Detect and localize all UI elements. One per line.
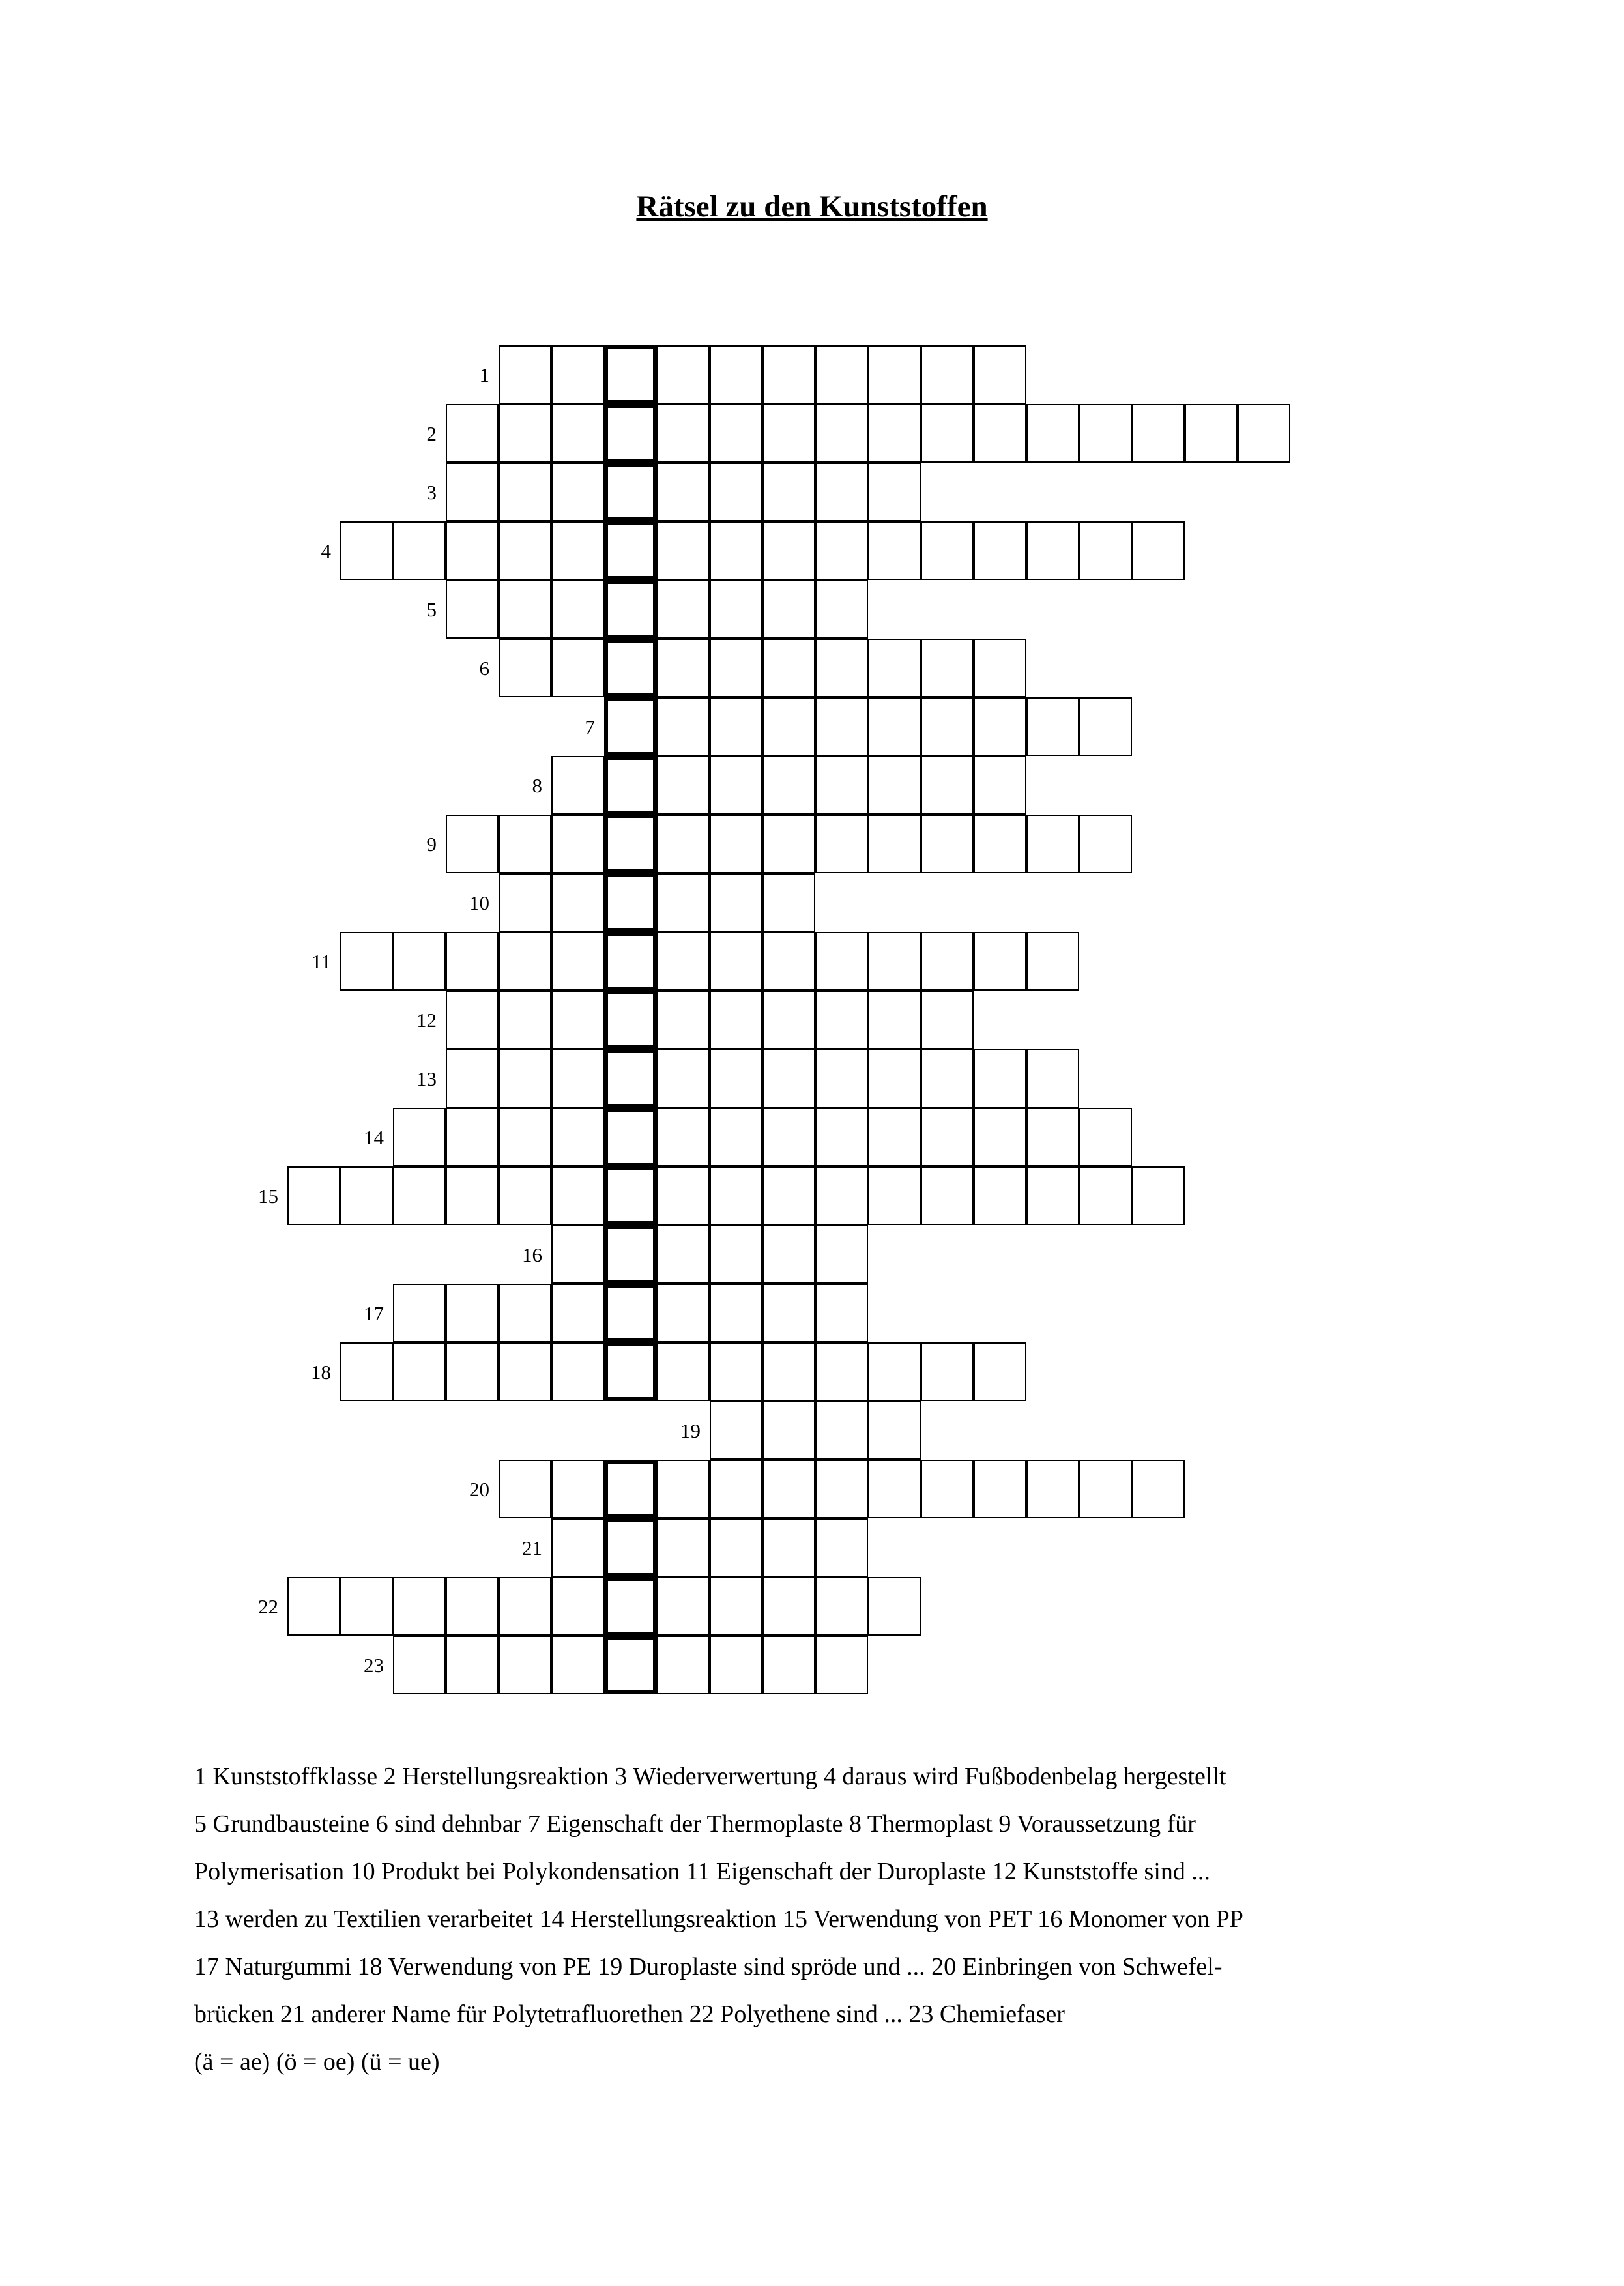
row-number: 4 (321, 540, 331, 562)
crossword-cell[interactable] (974, 639, 1026, 697)
row-number: 2 (426, 422, 437, 445)
crossword-cell[interactable] (1026, 404, 1079, 463)
row-number: 9 (426, 833, 437, 856)
crossword-cell[interactable] (1079, 1166, 1132, 1225)
solution-cell[interactable] (604, 1577, 657, 1636)
crossword-cell[interactable] (1079, 815, 1132, 873)
crossword-cell[interactable] (868, 815, 921, 873)
crossword-cell[interactable] (551, 1577, 604, 1636)
crossword-cell[interactable] (710, 697, 762, 756)
crossword-cell[interactable] (974, 1342, 1026, 1401)
crossword-cell[interactable] (551, 1342, 604, 1401)
crossword-cell[interactable] (1026, 1049, 1079, 1108)
row-number: 5 (426, 598, 437, 621)
crossword-cell[interactable] (974, 345, 1026, 404)
crossword-cell[interactable] (762, 1049, 815, 1108)
crossword-cell[interactable] (868, 1049, 921, 1108)
crossword-cell[interactable] (1132, 521, 1185, 580)
crossword-cell[interactable] (710, 580, 762, 639)
crossword-cell[interactable] (499, 1636, 551, 1694)
crossword-cell[interactable] (446, 404, 499, 463)
crossword-cell[interactable] (921, 521, 974, 580)
crossword-cell[interactable] (499, 1460, 551, 1518)
crossword-cell[interactable] (393, 1636, 446, 1694)
solution-cell[interactable] (604, 1225, 657, 1284)
crossword-cell[interactable] (868, 932, 921, 991)
crossword-cell[interactable] (762, 463, 815, 521)
crossword-cell[interactable] (868, 521, 921, 580)
crossword-cell[interactable] (393, 1577, 446, 1636)
crossword-cell[interactable] (710, 756, 762, 815)
solution-cell[interactable] (604, 639, 657, 697)
crossword-cell[interactable] (815, 1636, 868, 1694)
crossword-cell[interactable] (1079, 1460, 1132, 1518)
crossword-cell[interactable] (974, 756, 1026, 815)
crossword-cell[interactable] (551, 1166, 604, 1225)
crossword-cell[interactable] (657, 1518, 710, 1577)
crossword-cell[interactable] (340, 1166, 393, 1225)
solution-cell[interactable] (604, 580, 657, 639)
crossword-cell[interactable] (868, 697, 921, 756)
clue-line: Polymerisation 10 Produkt bei Polykondensation 11 Eigenschaft der Duroplaste 12 Kunststoffe sind ... (194, 1858, 1210, 1885)
crossword-cell[interactable] (499, 521, 551, 580)
crossword-cell[interactable] (815, 1284, 868, 1342)
crossword-cell[interactable] (499, 404, 551, 463)
solution-cell[interactable] (604, 1166, 657, 1225)
crossword-cell[interactable] (446, 1049, 499, 1108)
crossword-cell[interactable] (1026, 521, 1079, 580)
crossword-cell[interactable] (762, 1518, 815, 1577)
crossword-cell[interactable] (499, 815, 551, 873)
crossword-cell[interactable] (921, 404, 974, 463)
crossword-cell[interactable] (657, 1577, 710, 1636)
crossword-cell[interactable] (815, 580, 868, 639)
crossword-cell[interactable] (1185, 404, 1238, 463)
crossword-cell[interactable] (657, 932, 710, 991)
crossword-cell[interactable] (815, 404, 868, 463)
crossword-cell[interactable] (551, 521, 604, 580)
crossword-cell[interactable] (393, 1342, 446, 1401)
crossword-cell[interactable] (551, 1636, 604, 1694)
crossword-cell[interactable] (710, 345, 762, 404)
crossword-cell[interactable] (499, 991, 551, 1049)
crossword-cell[interactable] (710, 1636, 762, 1694)
solution-cell[interactable] (604, 1049, 657, 1108)
crossword-cell[interactable] (921, 1049, 974, 1108)
crossword-cell[interactable] (710, 932, 762, 991)
crossword-cell[interactable] (1079, 521, 1132, 580)
crossword-cell[interactable] (551, 404, 604, 463)
row-number: 10 (469, 891, 489, 914)
crossword-cell[interactable] (868, 1342, 921, 1401)
crossword-cell[interactable] (974, 1049, 1026, 1108)
crossword-cell[interactable] (710, 521, 762, 580)
crossword-cell[interactable] (710, 1225, 762, 1284)
row-number: 21 (522, 1537, 542, 1559)
crossword-cell[interactable] (1026, 697, 1079, 756)
crossword-cell[interactable] (1026, 1460, 1079, 1518)
solution-cell[interactable] (604, 873, 657, 932)
crossword-cell[interactable] (1026, 815, 1079, 873)
solution-cell[interactable] (604, 1284, 657, 1342)
solution-cell[interactable] (604, 1636, 657, 1694)
crossword-cell[interactable] (1026, 1108, 1079, 1166)
crossword-cell[interactable] (499, 639, 551, 697)
crossword-cell[interactable] (815, 1225, 868, 1284)
crossword-cell[interactable] (815, 463, 868, 521)
crossword-cell[interactable] (815, 697, 868, 756)
row-number: 18 (311, 1361, 331, 1383)
crossword-cell[interactable] (393, 1108, 446, 1166)
crossword-cell[interactable] (551, 1225, 604, 1284)
crossword-cell[interactable] (921, 815, 974, 873)
crossword-cell[interactable] (762, 991, 815, 1049)
crossword-cell[interactable] (710, 1518, 762, 1577)
crossword-cell[interactable] (762, 345, 815, 404)
solution-cell[interactable] (604, 1108, 657, 1166)
crossword-cell[interactable] (762, 404, 815, 463)
solution-cell[interactable] (604, 756, 657, 815)
crossword-cell[interactable] (710, 1460, 762, 1518)
crossword-cell[interactable] (762, 1284, 815, 1342)
crossword-cell[interactable] (1132, 404, 1185, 463)
crossword-cell[interactable] (974, 521, 1026, 580)
row-number: 15 (258, 1185, 278, 1208)
crossword-cell[interactable] (499, 1166, 551, 1225)
crossword-cell[interactable] (446, 1284, 499, 1342)
crossword-cell[interactable] (446, 521, 499, 580)
crossword-cell[interactable] (974, 1166, 1026, 1225)
crossword-cell[interactable] (710, 1577, 762, 1636)
crossword-cell[interactable] (287, 1577, 340, 1636)
crossword-cell[interactable] (1079, 697, 1132, 756)
solution-cell[interactable] (604, 815, 657, 873)
crossword-cell[interactable] (815, 521, 868, 580)
crossword-cell[interactable] (393, 1166, 446, 1225)
crossword-cell[interactable] (551, 932, 604, 991)
crossword-cell[interactable] (921, 639, 974, 697)
crossword-cell[interactable] (657, 991, 710, 1049)
crossword-cell[interactable] (815, 991, 868, 1049)
crossword-cell[interactable] (868, 639, 921, 697)
solution-cell[interactable] (604, 1518, 657, 1577)
crossword-cell[interactable] (551, 1518, 604, 1577)
solution-cell[interactable] (604, 1460, 657, 1518)
crossword-cell[interactable] (446, 815, 499, 873)
crossword-cell[interactable] (446, 1636, 499, 1694)
crossword-cell[interactable] (868, 756, 921, 815)
crossword-cell[interactable] (657, 756, 710, 815)
crossword-cell[interactable] (446, 463, 499, 521)
crossword-cell[interactable] (762, 1636, 815, 1694)
row-number: 19 (680, 1419, 701, 1442)
row-number: 6 (479, 657, 489, 680)
row-number: 12 (416, 1009, 437, 1032)
crossword-cell[interactable] (974, 404, 1026, 463)
crossword-cell[interactable] (921, 345, 974, 404)
crossword-cell[interactable] (657, 404, 710, 463)
solution-cell[interactable] (604, 404, 657, 463)
solution-cell[interactable] (604, 463, 657, 521)
crossword-cell[interactable] (551, 991, 604, 1049)
row-number: 3 (426, 481, 437, 504)
crossword-cell[interactable] (762, 1342, 815, 1401)
clue-list (194, 1753, 1472, 2086)
crossword-cell[interactable] (657, 580, 710, 639)
crossword-cell[interactable] (446, 932, 499, 991)
crossword-cell[interactable] (446, 1108, 499, 1166)
crossword-cell[interactable] (762, 873, 815, 932)
crossword-cell[interactable] (657, 463, 710, 521)
crossword-cell[interactable] (657, 1636, 710, 1694)
crossword-cell[interactable] (868, 1460, 921, 1518)
crossword-cell[interactable] (657, 639, 710, 697)
crossword-cell[interactable] (499, 932, 551, 991)
crossword-cell[interactable] (710, 1342, 762, 1401)
crossword-cell[interactable] (762, 1166, 815, 1225)
crossword-cell[interactable] (762, 815, 815, 873)
crossword-cell[interactable] (815, 345, 868, 404)
crossword-cell[interactable] (868, 1401, 921, 1460)
crossword-cell[interactable] (657, 521, 710, 580)
crossword-cell[interactable] (551, 463, 604, 521)
crossword-cell[interactable] (499, 1049, 551, 1108)
crossword-cell[interactable] (1079, 404, 1132, 463)
crossword-cell[interactable] (815, 639, 868, 697)
clue-line: 1 Kunststoffklasse 2 Herstellungsreaktion 3 Wiederverwertung 4 daraus wird Fußbodenbelag hergestellt (194, 1763, 1226, 1790)
crossword-cell[interactable] (1132, 1166, 1185, 1225)
crossword-cell[interactable] (657, 1460, 710, 1518)
row-number: 14 (364, 1126, 384, 1149)
page-title: Rätsel zu den Kunststoffen (636, 190, 988, 224)
row-number: 20 (469, 1478, 489, 1501)
clue-line: 5 Grundbausteine 6 sind dehnbar 7 Eigenschaft der Thermoplaste 8 Thermoplast 9 Voraussetzung für (194, 1810, 1196, 1838)
crossword-cell[interactable] (762, 1460, 815, 1518)
clue-line: brücken 21 anderer Name für Polytetrafluorethen 22 Polyethene sind ... 23 Chemiefaser (194, 2001, 1065, 2028)
crossword-cell[interactable] (815, 1166, 868, 1225)
crossword-cell[interactable] (762, 1108, 815, 1166)
crossword-cell[interactable] (815, 932, 868, 991)
crossword-cell[interactable] (974, 697, 1026, 756)
crossword-cell[interactable] (551, 1049, 604, 1108)
crossword-cell[interactable] (974, 1108, 1026, 1166)
crossword-cell[interactable] (762, 639, 815, 697)
crossword-cell[interactable] (340, 932, 393, 991)
crossword-cell[interactable] (868, 1108, 921, 1166)
crossword-cell[interactable] (551, 639, 604, 697)
solution-cell[interactable] (604, 932, 657, 991)
crossword-cell[interactable] (921, 991, 974, 1049)
crossword-cell[interactable] (710, 404, 762, 463)
crossword-cell[interactable] (657, 1108, 710, 1166)
crossword-cell[interactable] (551, 756, 604, 815)
crossword-cell[interactable] (762, 1577, 815, 1636)
crossword-cell[interactable] (710, 1284, 762, 1342)
crossword-cell[interactable] (974, 815, 1026, 873)
row-number: 13 (416, 1067, 437, 1090)
crossword-cell[interactable] (710, 1166, 762, 1225)
crossword-cell[interactable] (499, 1577, 551, 1636)
crossword-cell[interactable] (868, 463, 921, 521)
crossword-cell[interactable] (762, 1401, 815, 1460)
crossword-cell[interactable] (921, 1460, 974, 1518)
crossword-cell[interactable] (446, 1166, 499, 1225)
solution-cell[interactable] (604, 1342, 657, 1401)
crossword-cell[interactable] (499, 873, 551, 932)
crossword-cell[interactable] (1079, 1108, 1132, 1166)
clue-line: 17 Naturgummi 18 Verwendung von PE 19 Duroplaste sind spröde und ... 20 Einbringen von Schwefel- (194, 1953, 1223, 1980)
crossword-cell[interactable] (393, 521, 446, 580)
crossword-cell[interactable] (815, 1401, 868, 1460)
crossword-cell[interactable] (921, 1166, 974, 1225)
row-number: 16 (522, 1243, 542, 1266)
crossword-cell[interactable] (446, 1577, 499, 1636)
crossword-cell[interactable] (921, 756, 974, 815)
crossword-cell[interactable] (710, 873, 762, 932)
crossword-cell[interactable] (499, 1108, 551, 1166)
crossword-cell[interactable] (815, 1049, 868, 1108)
crossword-cell[interactable] (868, 345, 921, 404)
crossword-cell[interactable] (1238, 404, 1290, 463)
crossword-cell[interactable] (657, 815, 710, 873)
crossword-cell[interactable] (499, 463, 551, 521)
crossword-cell[interactable] (974, 932, 1026, 991)
crossword-cell[interactable] (446, 1342, 499, 1401)
crossword-cell[interactable] (1026, 932, 1079, 991)
crossword-cell[interactable] (551, 1460, 604, 1518)
crossword-cell[interactable] (499, 1342, 551, 1401)
solution-cell[interactable] (604, 991, 657, 1049)
row-number: 8 (532, 774, 542, 797)
crossword-cell[interactable] (657, 1225, 710, 1284)
crossword-cell[interactable] (815, 1460, 868, 1518)
crossword-cell[interactable] (762, 756, 815, 815)
crossword-cell[interactable] (657, 697, 710, 756)
crossword-cell[interactable] (393, 932, 446, 991)
crossword-cell[interactable] (657, 1049, 710, 1108)
crossword-cell[interactable] (868, 1166, 921, 1225)
crossword-cell[interactable] (499, 1284, 551, 1342)
crossword-cell[interactable] (868, 404, 921, 463)
crossword-cell[interactable] (340, 1342, 393, 1401)
crossword-cell[interactable] (921, 932, 974, 991)
crossword-cell[interactable] (340, 1577, 393, 1636)
crossword-cell[interactable] (657, 1284, 710, 1342)
crossword-cell[interactable] (710, 639, 762, 697)
crossword-cell[interactable] (551, 873, 604, 932)
crossword-cell[interactable] (815, 1518, 868, 1577)
crossword-cell[interactable] (287, 1166, 340, 1225)
crossword-cell[interactable] (446, 580, 499, 639)
crossword-cell[interactable] (868, 991, 921, 1049)
crossword-cell[interactable] (815, 756, 868, 815)
solution-cell[interactable] (604, 345, 657, 404)
crossword-cell[interactable] (762, 521, 815, 580)
crossword-cell[interactable] (710, 815, 762, 873)
crossword-cell[interactable] (815, 815, 868, 873)
row-number: 7 (585, 716, 595, 738)
crossword-cell[interactable] (710, 1049, 762, 1108)
crossword-cell[interactable] (921, 1342, 974, 1401)
crossword-cell[interactable] (499, 580, 551, 639)
crossword-cell[interactable] (974, 1460, 1026, 1518)
solution-cell[interactable] (604, 697, 657, 756)
crossword-cell[interactable] (340, 521, 393, 580)
solution-cell[interactable] (604, 521, 657, 580)
crossword-cell[interactable] (657, 1166, 710, 1225)
crossword-cell[interactable] (921, 1108, 974, 1166)
clue-line: 13 werden zu Textilien verarbeitet 14 Herstellungsreaktion 15 Verwendung von PET 16 Monomer von PP (194, 1905, 1243, 1933)
row-number: 22 (258, 1595, 278, 1618)
crossword-cell[interactable] (1132, 1460, 1185, 1518)
crossword-cell[interactable] (551, 1108, 604, 1166)
crossword-cell[interactable] (762, 1225, 815, 1284)
row-number: 17 (364, 1302, 384, 1325)
crossword-cell[interactable] (921, 697, 974, 756)
crossword-cell[interactable] (762, 932, 815, 991)
crossword-cell[interactable] (815, 1342, 868, 1401)
crossword-cell[interactable] (1026, 1166, 1079, 1225)
crossword-cell[interactable] (657, 1342, 710, 1401)
crossword-cell[interactable] (446, 991, 499, 1049)
row-number: 1 (479, 364, 489, 386)
row-number: 23 (364, 1654, 384, 1677)
crossword-cell[interactable] (499, 345, 551, 404)
umlaut-hint: (ä = ae) (ö = oe) (ü = ue) (194, 2048, 440, 2076)
crossword-cell[interactable] (551, 345, 604, 404)
crossword-cell[interactable] (657, 873, 710, 932)
row-number: 11 (312, 950, 331, 973)
crossword-cell[interactable] (710, 1401, 762, 1460)
crossword-cell[interactable] (657, 345, 710, 404)
crossword-cell[interactable] (551, 815, 604, 873)
crossword-cell[interactable] (762, 580, 815, 639)
crossword-cell[interactable] (710, 991, 762, 1049)
crossword-cell[interactable] (551, 580, 604, 639)
crossword-cell[interactable] (762, 697, 815, 756)
crossword-cell[interactable] (551, 1284, 604, 1342)
crossword-cell[interactable] (393, 1284, 446, 1342)
crossword-cell[interactable] (815, 1577, 868, 1636)
crossword-cell[interactable] (710, 463, 762, 521)
crossword-cell[interactable] (868, 1577, 921, 1636)
crossword-cell[interactable] (710, 1108, 762, 1166)
crossword-cell[interactable] (815, 1108, 868, 1166)
